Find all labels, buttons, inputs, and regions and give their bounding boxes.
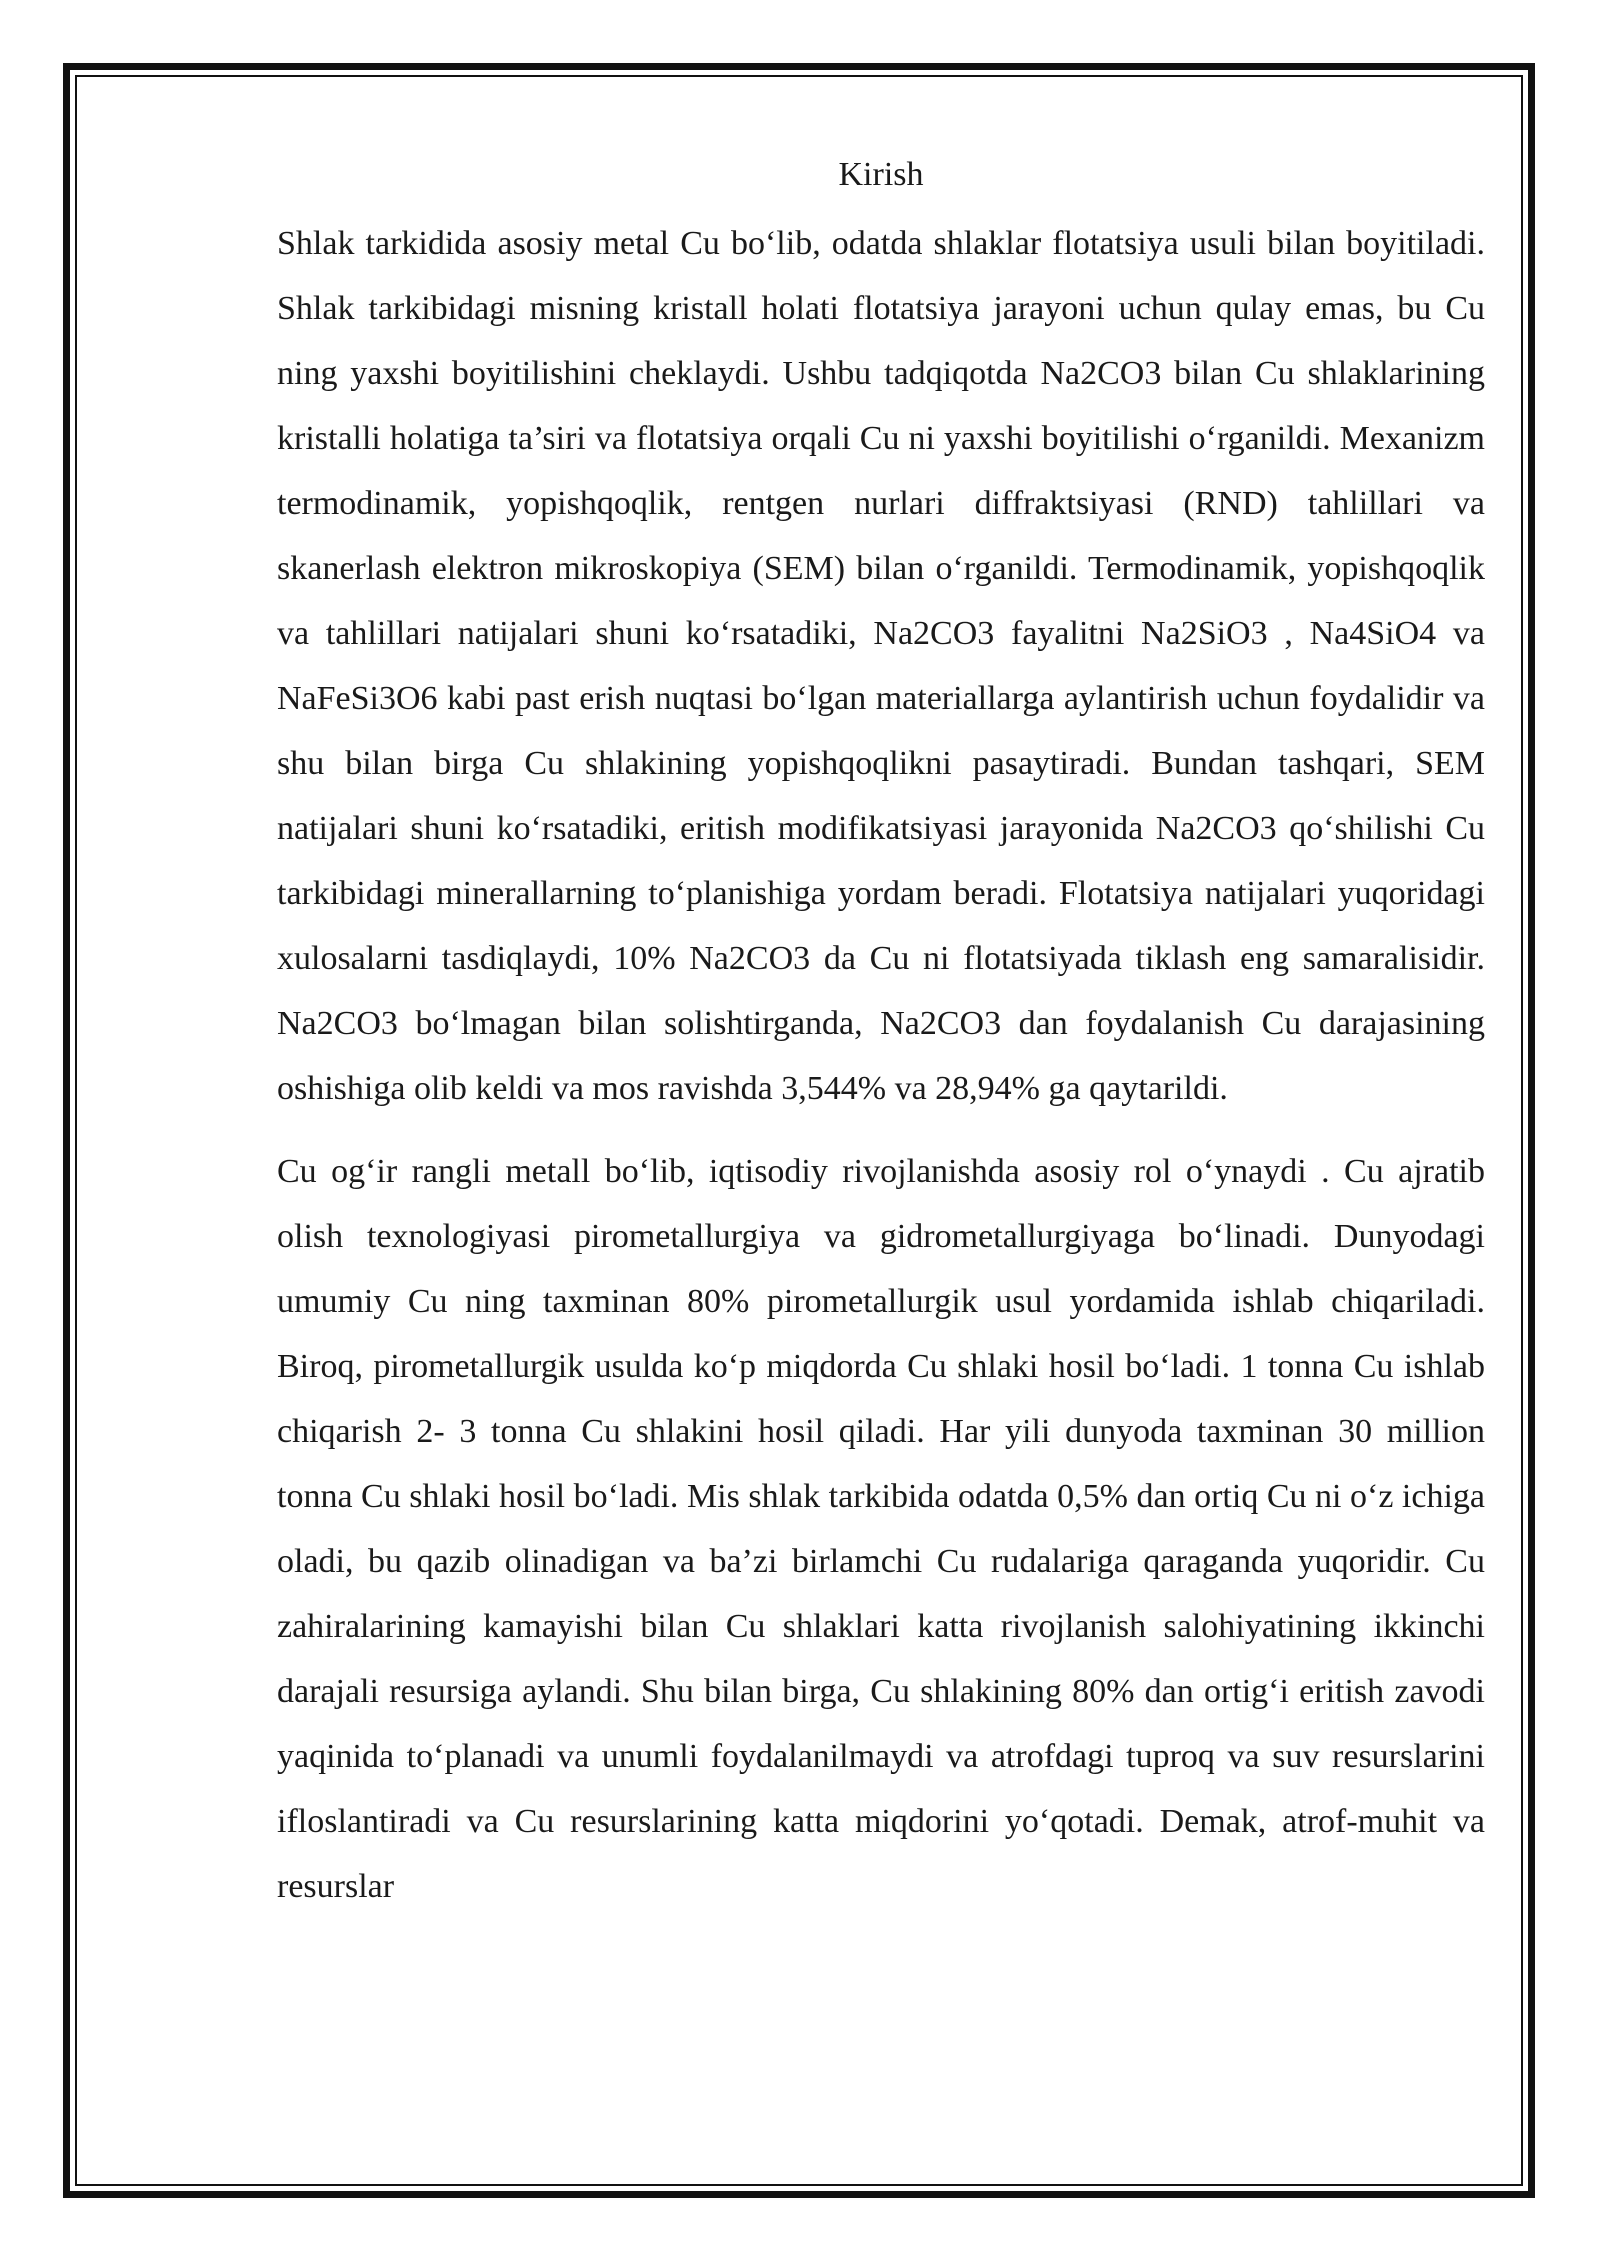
paragraph-introduction: Cu og‘ir rangli metall bo‘lib, iqtisodiy rivojlanishda asosiy rol o‘ynaydi . Cu ajratib olish texnologiyasi pirometallurgiya va gidrometallurgiyaga bo‘linadi. Dunyodagi umumiy Cu ning taxminan 80% pirometallurgik usul yordamida ishlab chiqariladi. Biroq, pirometallurgik usulda ko‘p miqdorda Cu shlaki hosil bo‘ladi. 1 tonna Cu ishlab chiqarish 2- 3 tonna Cu shlakini hosil qiladi. Har yili dunyoda taxminan 30 million tonna Cu shlaki hosil bo‘ladi. Mis shlak tarkibida odatda 0,5% dan ortiq Cu ni o‘z ichiga oladi, bu qazib olinadigan va ba’zi birlamchi Cu rudalariga qaraganda yuqoridir. Cu zahiralarining kamayishi bilan Cu shlaklari katta rivojlanish salohiyatining ikkinchi darajali resursiga aylandi. Shu bilan birga, Cu shlakining 80% dan ortig‘i eritish zavodi yaqinida to‘planadi va unumli foydalanilmaydi va atrofdagi tuproq va suv resurslarini ifloslantiradi va Cu resurslarining katta miqdorini yo‘qotadi. Demak, atrof-muhit va resurslar [277,1153,1485,1905]
document-title: Kirish [838,156,924,193]
paragraph-abstract: Shlak tarkidida asosiy metal Cu bo‘lib, odatda shlaklar flotatsiya usuli bilan boyitiladi. Shlak tarkibidagi misning kristall holati flotatsiya jarayoni uchun qulay emas, bu Cu ning yaxshi boyitilishini cheklaydi. Ushbu tadqiqotda Na2CO3 bilan Cu shlaklarining kristalli holatiga ta’siri va flotatsiya orqali Cu ni yaxshi boyitilishi o‘rganildi. Mexanizm termodinamik, yopishqoqlik, rentgen nurlari diffraktsiyasi (RND) tahlillari va skanerlash elektron mikroskopiya (SEM) bilan o‘rganildi. Termodinamik, yopishqoqlik va tahlillari natijalari shuni ko‘rsatadiki, Na2CO3 fayalitni Na2SiO3 , Na4SiO4 va NaFeSi3O6 kabi past erish nuqtasi bo‘lgan materiallarga aylantirish uchun foydalidir va shu bilan birga Cu shlakining yopishqoqlikni pasaytiradi. Bundan tashqari, SEM natijalari shuni ko‘rsatadiki, eritish modifikatsiyasi jarayonida Na2CO3 qo‘shilishi Cu tarkibidagi minerallarning to‘planishiga yordam beradi. Flotatsiya natijalari yuqoridagi xulosalarni tasdiqlaydi, 10% Na2CO3 da Cu ni flotatsiyada tiklash eng samaralisidir. Na2CO3 bo‘lmagan bilan solishtirganda, Na2CO3 dan foydalanish Cu darajasining oshishiga olib keldi va mos ravishda 3,544% va 28,94% ga qaytarildi. [277,225,1485,1107]
page-content [277,143,1485,1937]
